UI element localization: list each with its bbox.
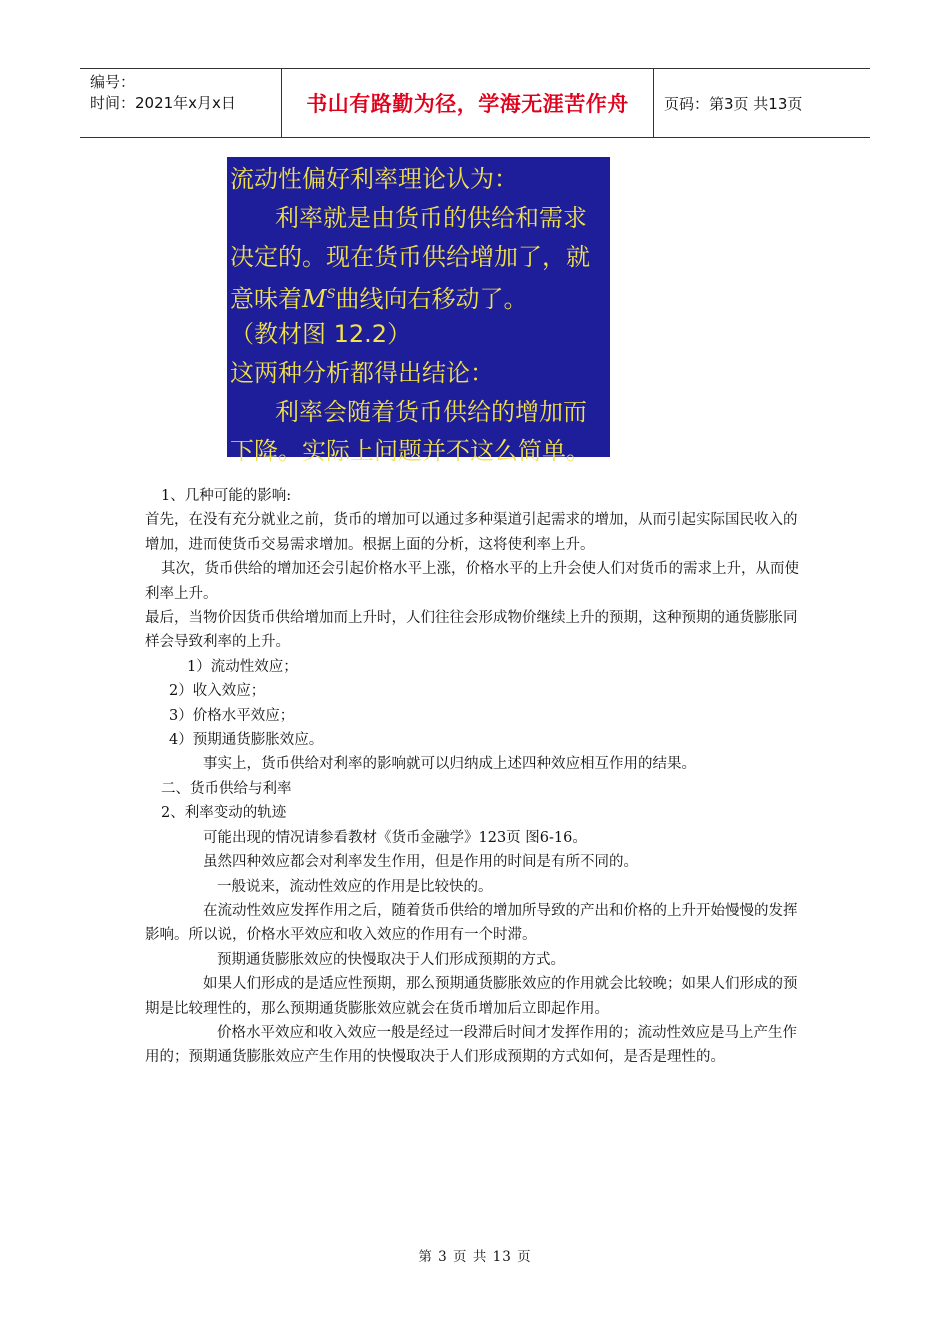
slide-line: 决定的。现在货币供给增加了，就 [230,242,590,271]
money-supply-symbol: $M^S$ [302,285,336,314]
list-item: 2）收入效应； [169,683,266,700]
paragraph: 在流动性效应发挥作用之后，随着货币供给的增加所导致的产出和价格的上升开始慢慢的发挥影响。所以说，价格水平效应和收入效应的作用有一个时滞。 [145,902,798,944]
section-heading: 1、几种可能的影响: [161,488,292,504]
paragraph: 虽然四种效应都会对利率发生作用，但是作用的时间是有所不同的。 [203,854,638,871]
page-header [80,68,870,138]
date-label: 时间：2021年x月x日 [90,94,236,112]
slide-line: 利率就是由货币的供给和需求 [275,203,587,232]
paragraph: 其次，货币供给的增加还会引起价格水平上涨，价格水平的上升会使人们对货币的需求上升，从而使利率上升。 [145,561,799,602]
paragraph: 如果人们形成的是适应性预期，那么预期通货膨胀效应的作用就会比较晚；如果人们形成的预期是比较理性的，那么预期通货膨胀效应就会在货币增加后立即起作用。 [145,976,798,1017]
paragraph: 价格水平效应和收入效应一般是经过一段滞后时间才发挥作用的；流动性效应是马上产生作用的；预期通货膨胀效应产生作用的快慢取决于人们形成预期的方式如何，是否是理性的。 [145,1024,797,1066]
section-heading: 2、利率变动的轨迹 [161,805,287,822]
slide-line: 这两种分析都得出结论： [230,358,494,387]
slide-line: 下降。实际上问题并不这么简单。 [230,436,590,465]
slide-line: 流动性偏好利率理论认为： [230,165,518,193]
page-footer: 第 3 页 共 13 页 [418,1249,532,1265]
paragraph: 事实上，货币供给对利率的影响就可以归纳成上述四种效应相互作用的结果。 [203,756,696,773]
paragraph: 可能出现的情况请参看教材《货币金融学》123页 图6-16。 [203,829,587,846]
slide-text: 意味着 [230,285,302,314]
list-item: 3）价格水平效应； [169,707,295,724]
slide-text: 曲线向右移动了。 [335,285,528,314]
number-label: 编号： [90,73,136,91]
paragraph: 预期通货膨胀效应的快慢取决于人们形成预期的方式。 [217,951,565,968]
section-heading: 二、货币供给与利率 [161,780,292,797]
header-meta [80,69,282,137]
slide-image [227,157,610,465]
slide-line [230,276,610,315]
list-item: 4）预期通货膨胀效应。 [169,732,324,749]
header-page-number: 页码：第3页 共13页 [664,94,803,113]
header-motto: 书山有路勤为径，学海无涯苦作舟 [282,69,654,137]
paragraph: 最后，当物价因货币供给增加而上升时，人们往往会形成物价继续上升的预期，这种预期的通货膨胀同样会导致利率的上升。 [145,610,798,651]
document-body [145,484,810,1070]
list-item: 1）流动性效应； [187,658,298,675]
slide-line: 利率会随着货币供给的增加而 [275,397,587,426]
slide-line: （教材图 12.2） [230,320,412,349]
paragraph: 首先，在没有充分就业之前，货币的增加可以通过多种渠道引起需求的增加，从而引起实际国民收入的增加，进而使货币交易需求增加。根据上面的分析，这将使利率上升。 [145,512,798,553]
paragraph: 一般说来，流动性效应的作用是比较快的。 [217,878,493,895]
